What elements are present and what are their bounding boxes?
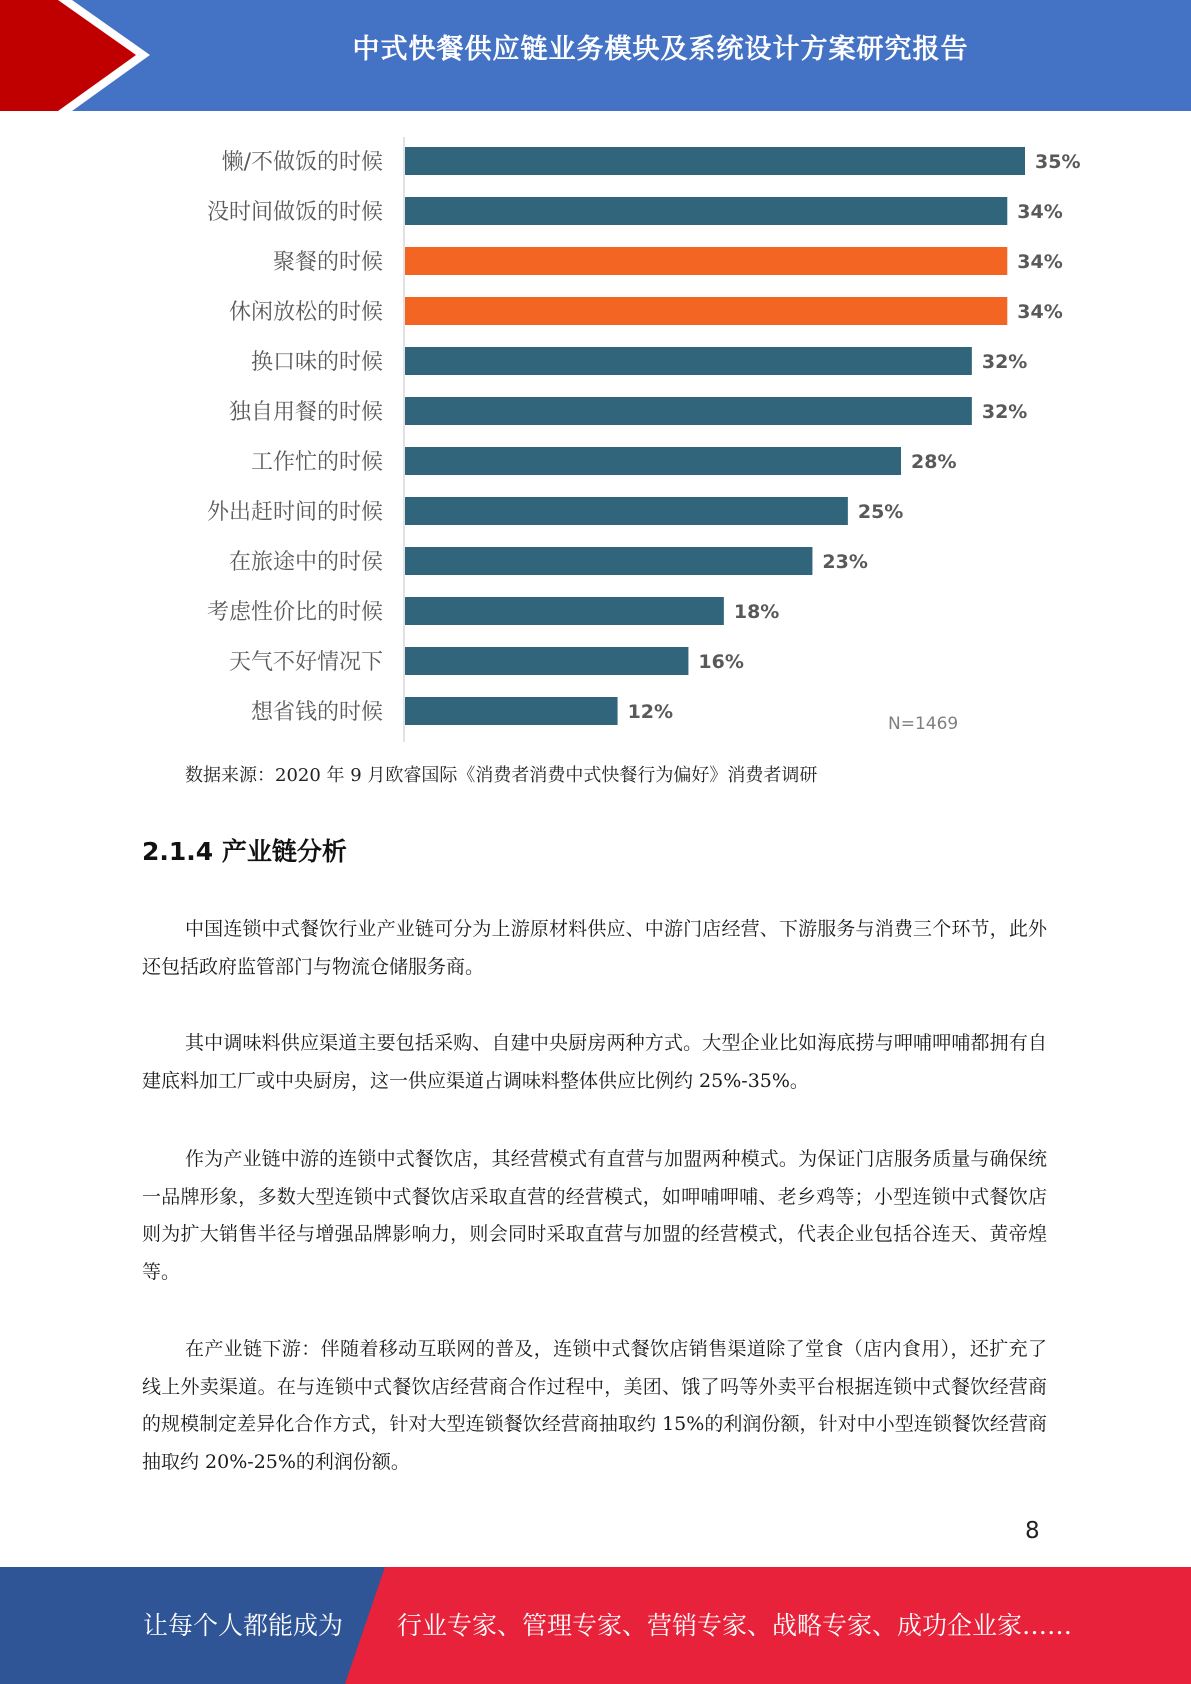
usage-occasion-bar-chart: [150, 132, 1090, 742]
chart-value-label: 18%: [733, 601, 780, 623]
chart-category-label: 工作忙的时候: [250, 450, 383, 475]
chart-bar: [405, 597, 724, 625]
chart-bar: [405, 647, 688, 675]
chart-category-label: 在旅途中的时侯: [228, 550, 383, 575]
chart-bar: [405, 147, 1025, 175]
chart-category-label: 想省钱的时候: [250, 700, 383, 725]
chart-value-label: 32%: [981, 351, 1028, 373]
body-paragraph: 作为产业链中游的连锁中式餐饮店，其经营模式有直营与加盟两种模式。为保证门店服务质量与确保统一品牌形象，多数大型连锁中式餐饮店采取直营的经营模式，如呷哺呷哺、老乡鸡等；小型连锁中式餐饮店则为扩大销售半径与增强品牌影响力，则会同时采取直营与加盟的经营模式，代表企业包括谷连天、黄帝煌等。: [142, 1148, 1047, 1283]
chart-bar: [405, 447, 901, 475]
page-number: 8: [1025, 1518, 1040, 1544]
chart-category-label: 休闲放松的时候: [228, 300, 383, 325]
chart-bar: [405, 247, 1007, 275]
chart-category-label: 换口味的时候: [250, 350, 383, 375]
chart-sample-size-note: N=1469: [888, 714, 959, 734]
chart-value-label: 34%: [1017, 251, 1063, 273]
chart-value-label: 32%: [981, 401, 1028, 423]
chart-value-label: 34%: [1017, 201, 1063, 223]
chart-value-label: 35%: [1035, 151, 1081, 173]
chart-category-label: 独自用餐的时候: [228, 400, 383, 425]
chart-category-label: 天气不好情况下: [228, 650, 383, 675]
chart-value-label: 12%: [627, 701, 674, 723]
chart-bar: [405, 547, 812, 575]
header-title: 中式快餐供应链业务模块及系统设计方案研究报告: [352, 34, 969, 65]
chart-bar: [405, 347, 972, 375]
chart-source-note: 数据来源：2020 年 9 月欧睿国际《消费者消费中式快餐行为偏好》消费者调研: [185, 765, 818, 786]
chart-value-label: 16%: [698, 651, 744, 673]
chart-bar: [405, 297, 1007, 325]
chart-value-label: 34%: [1017, 301, 1063, 323]
footer-slogan-right: 行业专家、管理专家、营销专家、战略专家、成功企业家……: [397, 1611, 1073, 1640]
body-paragraph: 在产业链下游：伴随着移动互联网的普及，连锁中式餐饮店销售渠道除了堂食（店内食用），还扩充了线上外卖渠道。在与连锁中式餐饮店经营商合作过程中，美团、饿了吗等外卖平台根据连锁中式餐饮经营商的规模制定差异化合作方式，针对大型连锁餐饮经营商抽取约 15%的利润份额，针对中小型连锁餐饮经营商抽取约 20%-25%的利润份额。: [142, 1338, 1047, 1473]
body-paragraph: 中国连锁中式餐饮行业产业链可分为上游原材料供应、中游门店经营、下游服务与消费三个环节，此外还包括政府监管部门与物流仓储服务商。: [142, 918, 1047, 978]
page-footer: [0, 1567, 1191, 1684]
section-heading: 2.1.4 产业链分析: [142, 837, 347, 866]
chart-bar: [405, 697, 618, 725]
chart-value-label: 25%: [857, 501, 904, 523]
chart-bar: [405, 197, 1007, 225]
body-paragraph: 其中调味料供应渠道主要包括采购、自建中央厨房两种方式。大型企业比如海底捞与呷哺呷哺都拥有自建底料加工厂或中央厨房，这一供应渠道占调味料整体供应比例约 25%-35%。: [142, 1032, 1047, 1092]
chart-value-label: 23%: [822, 551, 868, 573]
chart-category-label: 外出赶时间的时候: [206, 500, 383, 525]
footer-slogan-left: 让每个人都能成为: [143, 1611, 344, 1640]
chart-category-label: 考虑性价比的时候: [206, 600, 383, 625]
chart-bar: [405, 497, 848, 525]
chart-category-label: 聚餐的时候: [272, 250, 383, 275]
chart-category-label: 没时间做饭的时候: [206, 200, 383, 225]
chart-category-label: 懒/不做饭的时候: [221, 150, 383, 175]
chart-value-label: 28%: [911, 451, 957, 473]
chart-bar: [405, 397, 972, 425]
page-header: [0, 0, 1191, 111]
